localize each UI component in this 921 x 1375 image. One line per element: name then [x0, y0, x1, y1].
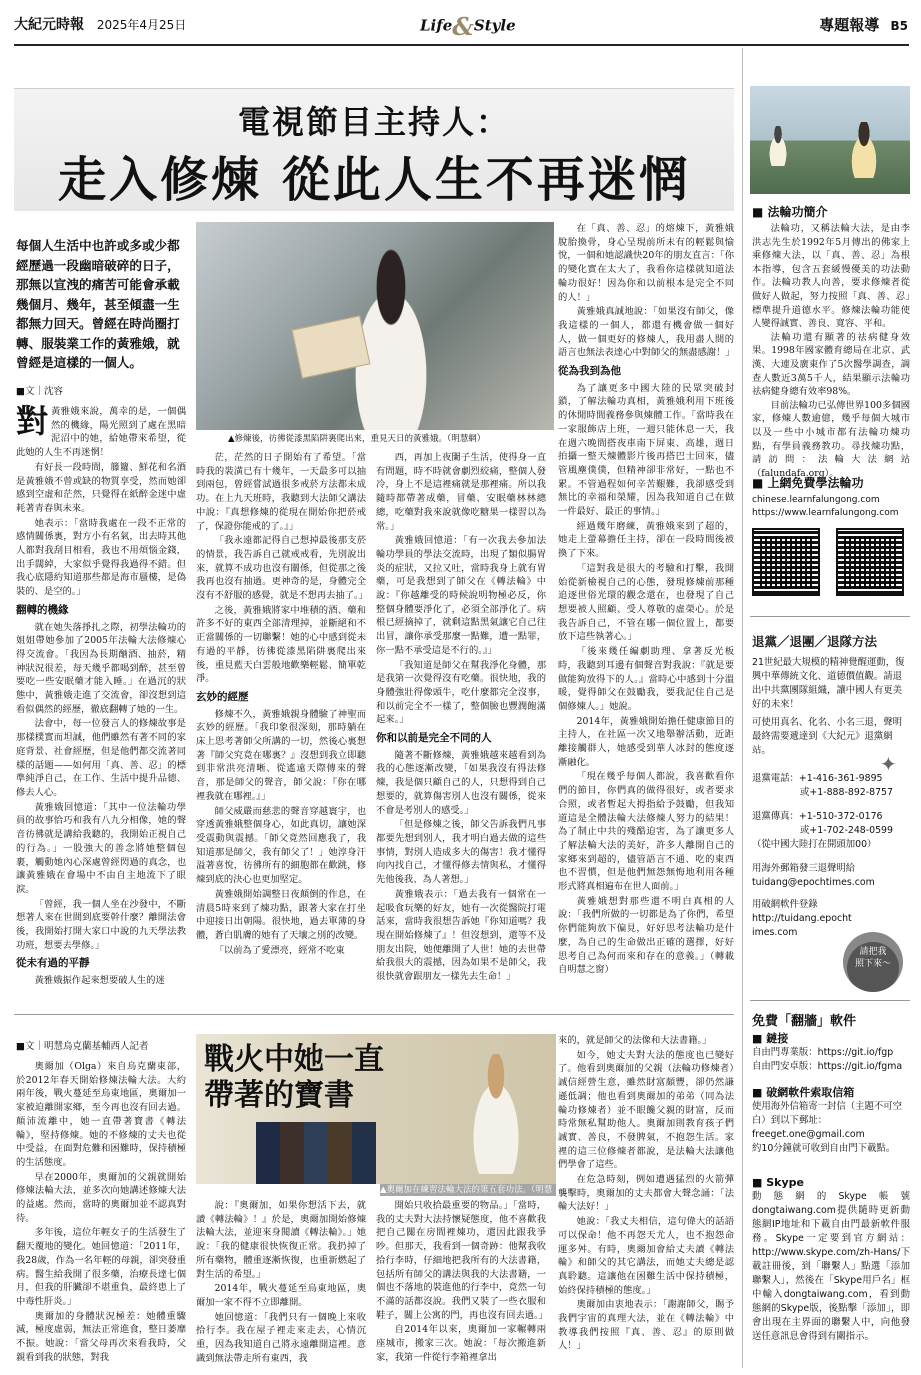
tuidang-how: 可使用真名、化名、小名三退，聲明最終需要遞達到《大紀元》退黨網站。 [752, 717, 903, 756]
tuidang-email: 用海外郵箱發三退聲明給 tuidang@epochtimes.com [752, 862, 910, 890]
learn-link-english[interactable]: https://www.learnfalungong.com [752, 508, 899, 518]
article2-title: 戰火中她一直 帶著的寶書 [204, 1042, 384, 1113]
article1-photo-caption: ▲修煉後，彷彿從漆黑陷阱裏爬出來，重見天日的黃雅娥。（明慧網） [228, 434, 486, 444]
article1-title-line1: 電視節目主持人： [237, 103, 510, 141]
tuidang-web: 用破網軟件登錄 http://tuidang.epochtimes.com [752, 899, 852, 938]
article1-lead: 每個人生活中也許或多或少都經歷過一段幽暗破碎的日子，那無以宣洩的痛苦可能會承載幾個月、幾年，甚至傾盡一生都無力回天。曾經在時尚圈打轉、服裝業工作的黃雅娥，就曾經是這樣的一個人。 [16, 238, 180, 370]
article2-column-2: 說：『奧爾加，如果你想活下去，就讀《轉法輪》！』於是，奧爾加開始修煉法輪大法，並迎來身閱讀《轉法輪》。」她說：「我的健康很快恢復正常。我扔掉了所有藥物，體重逐漸恢復，也重新燃起了對生活的希望。」 2014年，戰火蔓延至烏東地區，奧爾加一家不得不立即離開。 她回憶道：「我們只有一個晚上來收拾行李。我在屋子裡走來走去，心情沉重，因為我知道自己將永遠離開這裡。意識到無法帶走所有東西，我 [196, 1200, 366, 1364]
falun-gong-intro: 法輪功，又稱法輪大法，是由李洪志先生於1992年5月傳出的佛家上乘修煉大法，以「真、善、忍」為根本指導，包含五套緩慢優美的功法動作。法輪功教人向善，要求修煉者從做好人做起，努力按照「真、善、忍」標準提升道德水平。修煉法輪功能使人變得誠實、善良、寬容、平和。 法輪功還有顯著的祛病健身效果。1998年國家體育總局在北京、武漢、大連及廣東作了5次醫學調查，調查人數近3萬5千人，結果顯示法輪功祛病健身總有效率98%。 目前法輪功已弘傳世界100多個國家，修煉人數逾億，幾乎每個大城市以及一些中小城市都有法輪功煉功點，有學員義務教功。尋找煉功點，請訪問：法輪大法網站（falundafa.org）。 [752, 223, 910, 479]
freegate-mailbox: ■ 破網軟件索取信箱 使用海外信箱寄一封信（主題不可空白）到以下郵址： freeget.one@gmail.com 約10分鐘就可收到自由門下載點。 [752, 1086, 910, 1174]
masthead-title: 大紀元時報 [14, 17, 84, 33]
section-logo: Life&Style [420, 12, 516, 41]
camera-prompt-badge: 請把我 照下來～ [843, 932, 903, 992]
section-label: 專題報導 B5 [819, 16, 908, 34]
article2-byline: ■文｜明慧烏克蘭基輔西人記者 [16, 1041, 149, 1052]
tuidang-fax: 退黨傳真：+1-510-372-0176 或+1-702-248-0599 （從中國大陸打在開頭加00） [752, 811, 893, 850]
subhead-mystery: 玄妙的經歷 [196, 690, 249, 703]
masthead [14, 14, 224, 38]
article1-column-4: 在「真、善、忍」的熔煉下，黃雅娥脫胎換骨，身心呈現前所未有的輕鬆與愉悅，一個和她認識快20年的朋友直言：「你的變化實在太大了，我看你這樣就知道法輪功很好！因為你和以前根本是完全不同的人！」 黃雅娥真誠地說：「如果沒有師父，像我這樣的一個人，都還有機會做一個好人，做一個更好的修煉人，我用盡人間的語言也無法表達心中對師父的無盡感謝！」 從為我到為他 為了讓更多中國大陸的民眾突破封鎖，了解法輪功真相，黃雅娥利用下班後的休閒時間義務參與煉體工作。「當時我在一家服飾店上班，一週只能休息一天，我在週六晚間搭夜車南下屏東、高雄，週日拍攝一整天煉體影片後再搭巴士回來，儘管風塵僕僕，但精神卻非常好，一點也不累。不管過程如何辛苦艱難，我卻感受到無比的幸福和榮耀，因為我知道自己在做一件最好、最正的事情。」 經過幾年磨練，黃雅娥來到了超的，她走上螢幕擔任主持，卻在一段時間後被換了下來。 「這對我是很大的考驗和打擊，我開始從新檢視自己的心態，發現修煉前那種追逐世俗光環的觀念還在，也發現了自己想要被人照顧、受人尊敬的虛榮心。於是我告訴自己，不管在哪一個位置上，都要放下這些執著心。」 「後來幾任編劇助理、拿著反光板時，我聽到耳邊有個聲音對我說：『就是要做能夠放得下的人。』當時心中感到十分溫暖，覺得師父在鼓勵我，要我記住自己是個修煉人。」她說。 2014年，黃雅娥開始擔任健康節目的主持人，在社區一次又地舉辦活動，近距離接觸群人，她感受到華人冰封的態度逐漸融化。 「現在幾乎每個人都說，我喜歡看你們的節目，你們真的做得很好，或者要求合照，或者暫起大拇指給予鼓勵，但我知道這是全體法輪大法修煉人努力的結果！為了制止中共的殘酷迫害，為了讓更多人了解法輪大法的美好，許多人離開自己的家鄉來到超的，儘管語言不通、吃的東西也不習慣，但是他們無怨無悔地利用各種形式將真相遍布在世人面前。」 黃雅娥想對那些還不明白真相的人說：「我們所做的一切都是為了你們，希望你們能夠放下偏見，好好思考法輪功是什麼，為自己的生命做出正確的選擇，好好思考自己為何而來和存在的意義。」（轉載自明慧之窗） [558, 223, 735, 976]
issue-date: 2025年4月25日 [96, 18, 187, 32]
article2-photo-caption: ▲奧爾加在練習法輪大法的第五套功法。（明慧網） [380, 1184, 556, 1196]
tuidang-phone: 退黨電話：+1-416-361-9895 或+1-888-892-8757 [752, 773, 893, 798]
page-number: B5 [890, 19, 908, 33]
header-rule [14, 44, 909, 46]
books-icon [256, 1122, 376, 1184]
article2-photo [196, 1034, 556, 1184]
freegate-email-link[interactable]: freeget.one@gmail.com [752, 1129, 865, 1140]
tuidang-intro: 21世紀最大規模的精神覺醒運動，復興中華傳統文化、道德價值觀。請退出中共黨團隊組織，讓中國人有更美好的未來！ [752, 657, 905, 710]
article1-column-2: 茫，茫然的日子開始有了希望。「當時我的裝潢已有十幾年，一天最多可以抽到兩包，曾經嘗試過很多戒菸方法都未成功。在上九天班時，我聽到大法師父講法中說：『真想修煉的從現在開始你把菸戒了，保證你能戒的了。』」 「我永遠都記得自己想掉最後那支菸的情景，我告訴自己就戒戒看，先別說出來，就算不成功也沒有關係，但從那之後我再也沒有抽過。更神奇的是，身體完全沒有不舒服的感覺，就是不想再去抽了。」 之後，黃雅娥將家中堆積的酒、藥和許多不好的東西全部清理掉，並斷絕和不正當關係的一切聯繫！她的心中感到從未有過的平靜，彷彿從漆黑陷阱裏爬出來後，重見藍天白雲般地歡樂輕鬆、簡單乾淨。 玄妙的經歷 修煉不久，黃雅娥親身體驗了神聖而玄妙的經歷。「我印象很深刻，那時躺在床上思考著師父所講的一切，然後心裏想著『師父究竟在哪裏？』沒想到我立即聽到非常洪亮清晰、從遙遠天際傳來的聲音，那是師父的聲音，師父說：『你在哪裡我就在哪裡。』」 師父威嚴而慈悲的聲音穿越寰宇，也穿透黃雅娥整個身心，如此真切，讓她深受震動與震撼。「師父竟然回應我了，我知道那是師父，我有師父了！」她淳身汗溢著喜悅，彷彿所有的細胞都在歡跳，修煉到底的決心也更加堅定。 黃雅娥開始調整日夜顛倒的作息，在清晨5時來到了煉功點，跟著大家在打坐中迎接日出朝陽。很快地，過去單薄的身體，蒼白肌膚的她有了天壤之別的改變。 「以前為了愛漂亮，經常不吃東 [196, 452, 368, 956]
dove-icon: ✦ [880, 752, 897, 776]
article1-column-1: 對黃雅娥來說，萬幸的是，一個偶然的機緣，陽光照到了處在黑暗泥沼中的她，給她帶來希望，從此她的人生不再迷惘！ 有好長一段時間，籐籮、鮮花和名酒是黃雅娥不曾或缺的物質享受，然而她卻感到空虛和茫然，只覺得在紙醉金迷中虛耗著青春與未來。 她表示：「當時我處在一段不正常的感情關係裏，對方小有名氣，出去時其他人都對我刮目相看，我也不用煩惱金錢，出手闊綽，大家似乎覺得我過得不錯。但我心底隱約知道那些都是海市蜃樓，是偽裝的、是空的。」 翻轉的機緣 就在她失落掙扎之際，初學法輪功的姐姐帶她參加了2005年法輪大法修煉心得交流會。「我因為長期酗酒、抽菸，精神狀況很差，每天幾乎都喝到醉，甚至曾要吃一些安眠藥才能入睡。」在過沉的狀態中，黃雅娥走進了交流會，卻沒想到這看似偶然的經歷，徹底翻轉了她的一生。 法會中，每一位發言人的修煉故事是那樣樸實而坦誠，他們雖然有著不同的家庭背景、社會經歷，但是他們都交流著同樣的話題——如何用「真、善、忍」的標準純淨自己，在工作、生活中提升品德、修去人心。 黃雅娥回憶道：「其中一位法輪功學員的故事恰巧和我有八九分相像，她的聲音彷彿就是講給我聽的，我開始正視自己的行為。」一股強大的善念將她整個包裹，觸動她內心深處曾經閃過的真念，也讓黃雅娥在會場中不由自主地流下了眼淚。 「曾經，我一個人坐在沙發中，不斷想著人來在世間到底要幹什麼？離開法會後，我開始打開大家口中說的九天學法教功班，想要去學修。」 從未有過的平靜 黃雅娥振作起來想要破人生的迷 [16, 402, 186, 987]
learn-online-title: ■ 上網免費學法輪功 [752, 474, 910, 490]
article2-column-3: 開始只收拾最重要的物品。」「當時，我的丈夫對大法持懷疑態度，他不喜歡我把自己關在房間裡煉功，還因此跟我爭吵。但那天，我看到一個奇跡：他幫我收拾行李時，仔細地把我所有的大法書籍，包括所有師父的講法與我的大法書籍，一個也不落地的裝進他的行李中，竟然一句不滿的話都沒說。我們又裝了一些衣服和鞋子，關上公寓的門，再也沒有回去過。」 自2014年以來，奧爾加一家輾轉兩座城市，搬家三次。她說：「每次搬進新家，我第一件從行李箱裡拿出 [376, 1200, 548, 1363]
tuidang-email-link[interactable]: tuidang@epochtimes.com [752, 877, 875, 888]
skype-section: ■ Skype 動態網的Skype帳號dongtaiwang.com提供隨時更新動態網IP地址和下載自由門最新軟件服務。Skype一定要到官方網站：http://www.skype.com/zh-Hans/下載註冊後，到「聯繫人」點選「添加聯繫人」，然後在「Skype用戶名」框中輸入dongtaiwang.com，看到動態網的Skype版，後點擊「添加」，即會出現在主界面的聯繫人中，向他發送任意訊息會得到有關指示。 [752, 1176, 910, 1366]
subhead-turning-point: 翻轉的機緣 [16, 603, 69, 616]
sidebar-rule [742, 48, 743, 1368]
tuidang-web-link[interactable]: http://tuidang.epochtimes.com [752, 913, 852, 938]
sidebar-meditation-photo [750, 86, 910, 194]
article1-title-box [14, 88, 734, 211]
freegate-links: ■ 鏈接 自由門專業版：https://git.io/fgp 自由門安卓版：https://git.io/fgma [752, 1032, 910, 1076]
freegate-android-link[interactable]: 自由門安卓版：https://git.io/fgma [752, 1061, 903, 1072]
dropcap: 對 [16, 402, 49, 440]
freegate-title: 免費「翻牆」軟件 [752, 1014, 857, 1029]
qr-code-english[interactable] [836, 528, 904, 596]
falun-gong-intro-title: ■ 法輪功簡介 [752, 203, 910, 219]
learn-link-chinese[interactable]: chinese.learnfalungong.com [752, 495, 880, 505]
article1-title-line2: 走入修煉 從此人生不再迷惘 [58, 152, 690, 208]
learn-links [752, 494, 910, 524]
article-divider [14, 1014, 734, 1015]
article2-column-4: 來的，就是師父的法像和大法書籍。」 如今，她丈夫對大法的態度也已變好了。他看到奧爾加的父親（法輪功修煉者）誠信經營生意，雖然財富頗豐，卻仍然謙遜低調；他也看到奧爾加的弟弟（同為法輪功修煉者）並不眼饞父親的財富，反而時常無私幫助他人。奧爾加則教育孩子們誠實、善良，不發脾氣，不抱怨生活。家裡的這三位修煉者都說，是法輪大法讓他們學會了這些。 在危急時刻，例如遭遇猛烈的火箭彈襲擊時，奧爾加的丈夫都會大聲念誦：「法輪大法好！」 她說：「我丈夫相信，這句偉大的話語可以保命！他不再怨天尤人，也不抱怨命運多舛。有時，奧爾加會給丈夫讀《轉法輪》和師父的其它講法，而她丈夫總是認真聆聽。這讓他在困難生活中保持積極，始終保持積極的態度。」 奧爾加由衷地表示：「謝謝師父，賜予我們宇宙的真理大法，並在《轉法輪》中教導我們按照『真、善、忍』的原則做人！」 [558, 1035, 734, 1352]
article1-photo [196, 222, 554, 430]
article1-byline: ■文｜沈容 [16, 386, 63, 397]
subhead-calm: 從未有過的平靜 [16, 957, 90, 970]
tuidang-title: 退黨／退團／退隊方法 [752, 634, 878, 649]
article1-column-3: 西，再加上夜闌子生活，使得身一直有問題，時不時就會劇烈絞痛，整個人發冷，身上不是這裡痛就是那裡痛。所以我隨時都帶著成藥，冒藥、安眠藥林林總總，吃藥對我來說就像吃糖果一樣習以為常。」 黃雅娥回憶道：「有一次我去參加法輪功學員的學法交流時，出現了類似腸胃炎的症狀，又拉又吐，當時我身上就有胃藥，可是我想到了師父在《轉法輪》中說：『你越離受的時候說明物極必反，你整個身體要淨化了，必須全部淨化了。病根已經摘掉了，就剩這點黑氣讓它自己往出冒，讓你承受那麼一點難，遭一點罪，你一點不承受這是不行的。』」 「我知道是師父在幫我淨化身體，那是我第一次覺得沒有吃藥。很快地，我的身體強壯得像頭牛，吃什麼都完全沒事，和以前完全不一樣了，整個臉也豐潤飽滿起來。」 你和以前是完全不同的人 隨著不斷修煉，黃雅娥越來越看到為我的心態逐漸改變，「如果我沒有得法修煉，我是個只顧自己的人，只想得到自己想要的，就算傷害別人也沒有關係，從來不會是考別人的感受。」 「但是修煉之後，師父告訴我們凡事都要先想到別人，我才明白過去做的這些事情，對別人造成多大的傷害！我才懂得向內找自己，才懂得修去情與私，才懂得先他後我、為人著想。」 黃雅娥表示：「過去我有一個常在一起吸食玩樂的好友，她有一次從醫院打電話來，當時我很想告訴她『你知道嗎？我現在開始修煉了』！但沒想到，還等不及朋友出院，她便離開了人世！她的去世帶給我很大的震撼，因為如果不是師父，我很快就會跟朋友一樣先去生命！」 [376, 452, 546, 983]
qr-code-chinese[interactable] [752, 528, 820, 596]
subhead-different-person: 你和以前是完全不同的人 [376, 732, 492, 745]
article2-column-1: 奧爾加（Olga）來自烏克蘭東部，於2012年春天開始修煉法輪大法。大約兩年後，戰火蔓延至烏東地區，奧爾加一家被迫離開家鄉，至今再也沒有回去過。顛沛流離中，她一直帶著寶書《轉法輪》，堅持修煉。她的不修煉的丈夫也從中受益，在面對危難和困難時，保持積極的生活態度。 早在2000年，奧爾加的父親就開始修煉法輪大法，並多次向她講述修煉大法的益處。然而，當時的奧爾加並不認真對待。 多年後，這位年輕女子的生活發生了翻天覆地的變化。她回憶道：「2011年，我28歲，作為一名年輕的母親，卻突發重病。醫生給我開了很多藥，治療長達七個月，但我的肝臟卻不堪重負，最終患上了中毒性肝炎。」 奧爾加的身體狀況極差：她體重驟減，極度虛弱，無法正常進食，整日萎靡不振。她說：「當父母再次來看我時，父親看到我的狀態，對我 [16, 1061, 186, 1363]
freegate-pro-link[interactable]: 自由門專業版：https://git.io/fgp [752, 1047, 894, 1058]
woman-meditating-figure [461, 1054, 531, 1174]
subhead-for-others: 從為我到為他 [558, 365, 621, 378]
